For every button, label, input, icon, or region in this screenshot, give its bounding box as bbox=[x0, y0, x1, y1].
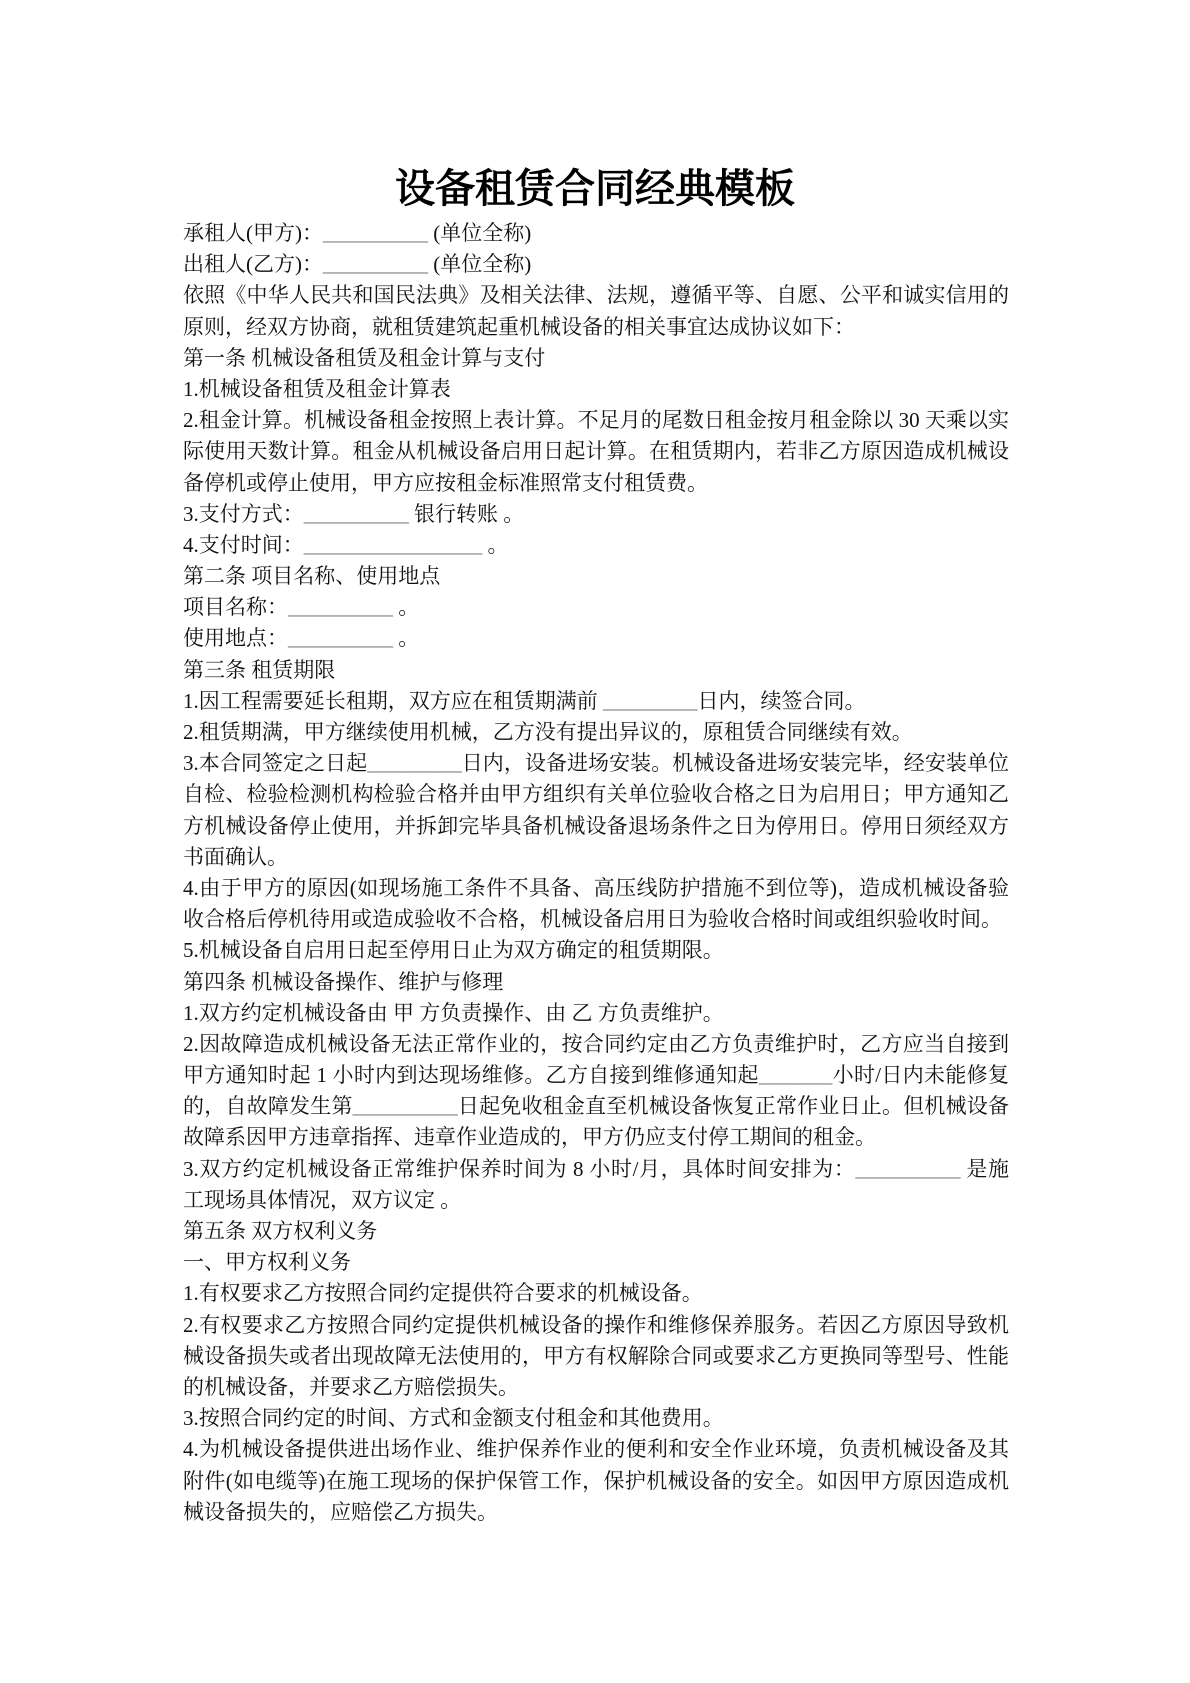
fill-in-blank: _________ bbox=[367, 751, 462, 776]
document-title: 设备租赁合同经典模板 bbox=[395, 166, 795, 211]
clause-text: 日内，设备进场安装。机械设备进场安装完毕，经安装单位 bbox=[461, 751, 1010, 776]
article-heading: 第二条 项目名称、使用地点 bbox=[183, 564, 441, 589]
party-line-lessee bbox=[183, 218, 1009, 249]
preamble-line: 依照《中华人民共和国民法典》及相关法律、法规，遵循平等、自愿、公平和诚实信用的 bbox=[183, 283, 1009, 308]
clause-line bbox=[183, 530, 1009, 561]
clause-line bbox=[183, 686, 1009, 717]
preamble-line: 原则，经双方协商，就租赁建筑起重机械设备的相关事宜达成协议如下： bbox=[183, 314, 855, 339]
clause-text: 项目名称： bbox=[183, 595, 288, 620]
clause-text: 。 bbox=[393, 595, 420, 620]
clause-text: 小时/日内未能修复 bbox=[832, 1063, 1009, 1088]
party-line-lessor bbox=[183, 249, 1009, 280]
clause-text: 甲方通知时起 1 小时内到达现场维修。乙方自接到维修通知起 bbox=[183, 1063, 759, 1088]
clause-text: 。 bbox=[393, 626, 420, 651]
clause-line: 故障系因甲方违章指挥、违章作业造成的，甲方仍应支付停工期间的租金。 bbox=[183, 1125, 876, 1150]
clause-line bbox=[183, 748, 1009, 779]
clause-line: 2.有权要求乙方按照合同约定提供机械设备的操作和维修保养服务。若因乙方原因导致机 bbox=[183, 1312, 1009, 1337]
clause-text: 3.支付方式： bbox=[183, 501, 304, 526]
clause-line: 附件(如电缆等)在施工现场的保护保管工作，保护机械设备的安全。如因甲方原因造成机 bbox=[183, 1468, 1009, 1493]
fill-in-blank: __________ bbox=[323, 221, 428, 245]
clause-line: 自检、检验检测机构检验合格并由甲方组织有关单位验收合格之日为启用日；甲方通知乙 bbox=[183, 782, 1009, 807]
fill-in-blank: __________ bbox=[352, 1094, 458, 1119]
clause-line: 2.因故障造成机械设备无法正常作业的，按合同约定由乙方负责维护时，乙方应当自接到 bbox=[183, 1031, 1009, 1056]
article-heading: 第四条 机械设备操作、维护与修理 bbox=[183, 969, 504, 994]
fill-in-blank: __________ bbox=[303, 501, 409, 526]
sub-heading: 一、甲方权利义务 bbox=[183, 1250, 351, 1275]
clause-line bbox=[183, 1091, 1009, 1122]
clause-text: 是施 bbox=[960, 1156, 1010, 1181]
clause-line: 3.按照合同约定的时间、方式和金额支付租金和其他费用。 bbox=[183, 1406, 724, 1431]
clause-text: 3.双方约定机械设备正常维护保养时间为 8 小时/月，具体时间安排为： bbox=[183, 1156, 856, 1181]
clause-line bbox=[183, 1060, 1009, 1091]
clause-line: 工现场具体情况，双方议定 。 bbox=[183, 1187, 462, 1212]
party-label: 承租人(甲方)： bbox=[183, 221, 323, 245]
clause-line: 收合格后停机待用或造成验收不合格，机械设备启用日为验收合格时间或组织验收时间。 bbox=[183, 907, 1002, 932]
party-label: 出租人(乙方)： bbox=[183, 252, 323, 277]
document-body bbox=[183, 218, 1009, 1528]
clause-line: 1.有权要求乙方按照合同约定提供符合要求的机械设备。 bbox=[183, 1281, 703, 1306]
clause-text: 使用地点： bbox=[183, 626, 288, 651]
article-heading: 第五条 双方权利义务 bbox=[183, 1219, 378, 1243]
clause-line: 2.租金计算。机械设备租金按照上表计算。不足月的尾数日租金按月租金除以 30 天乘以实 bbox=[183, 408, 1009, 433]
fill-in-blank: __________ bbox=[288, 626, 393, 651]
clause-line: 1.双方约定机械设备由 甲 方负责操作、由 乙 方负责维护。 bbox=[183, 1000, 724, 1025]
clause-line: 械设备损失或者出现故障无法使用的，甲方有权解除合同或要求乙方更换同等型号、性能 bbox=[183, 1343, 1009, 1368]
fill-in-blank: __________ bbox=[288, 595, 393, 620]
clause-text: 1.因工程需要延长租期，双方应在租赁期满前 bbox=[183, 688, 603, 713]
clause-text: 4.支付时间： bbox=[183, 532, 304, 557]
clause-line: 际使用天数计算。租金从机械设备启用日起计算。在租赁期内，若非乙方原因造成机械设 bbox=[183, 439, 1009, 464]
party-note: (单位全称) bbox=[428, 252, 532, 277]
clause-line: 4.由于甲方的原因(如现场施工条件不具备、高压线防护措施不到位等)，造成机械设备验 bbox=[183, 875, 1009, 900]
clause-line: 械设备损失的，应赔偿乙方损失。 bbox=[183, 1499, 498, 1524]
clause-line: 的机械设备，并要求乙方赔偿损失。 bbox=[183, 1374, 519, 1399]
party-note: (单位全称) bbox=[428, 221, 532, 245]
article-heading: 第一条 机械设备租赁及租金计算与支付 bbox=[183, 345, 546, 370]
clause-line: 5.机械设备自启用日起至停用日止为双方确定的租赁期限。 bbox=[183, 938, 724, 963]
clause-line: 备停机或停止使用，甲方应按租金标准照常支付租赁费。 bbox=[183, 470, 708, 495]
clause-text: 的，自故障发生第 bbox=[183, 1094, 353, 1119]
clause-line: 1.机械设备租赁及租金计算表 bbox=[183, 376, 451, 401]
clause-text: 日内，续签合同。 bbox=[697, 688, 866, 713]
fill-in-blank: _________________ bbox=[303, 532, 483, 557]
fill-in-blank: _______ bbox=[758, 1063, 833, 1088]
clause-line bbox=[183, 1154, 1009, 1185]
clause-line: 4.为机械设备提供进出场作业、维护保养作业的便利和安全作业环境，负责机械设备及其 bbox=[183, 1437, 1009, 1462]
clause-text: 日起免收租金直至机械设备恢复正常作业日止。但机械设备 bbox=[457, 1094, 1010, 1119]
fill-in-blank: __________ bbox=[323, 252, 428, 277]
clause-line bbox=[183, 499, 1009, 530]
clause-line: 2.租赁期满，甲方继续使用机械，乙方没有提出异议的，原租赁合同继续有效。 bbox=[183, 720, 913, 744]
fill-in-blank: __________ bbox=[855, 1156, 961, 1181]
article-heading: 第三条 租赁期限 bbox=[183, 657, 336, 682]
clause-line: 书面确认。 bbox=[183, 844, 288, 869]
clause-text: 。 bbox=[482, 532, 509, 557]
clause-line bbox=[183, 592, 1009, 623]
clause-text: 银行转账 。 bbox=[408, 501, 525, 526]
clause-text: 3.本合同签定之日起 bbox=[183, 751, 368, 776]
clause-line: 方机械设备停止使用，并拆卸完毕具备机械设备退场条件之日为停用日。停用日须经双方 bbox=[183, 813, 1009, 838]
clause-line bbox=[183, 623, 1009, 654]
fill-in-blank: _________ bbox=[603, 688, 698, 713]
